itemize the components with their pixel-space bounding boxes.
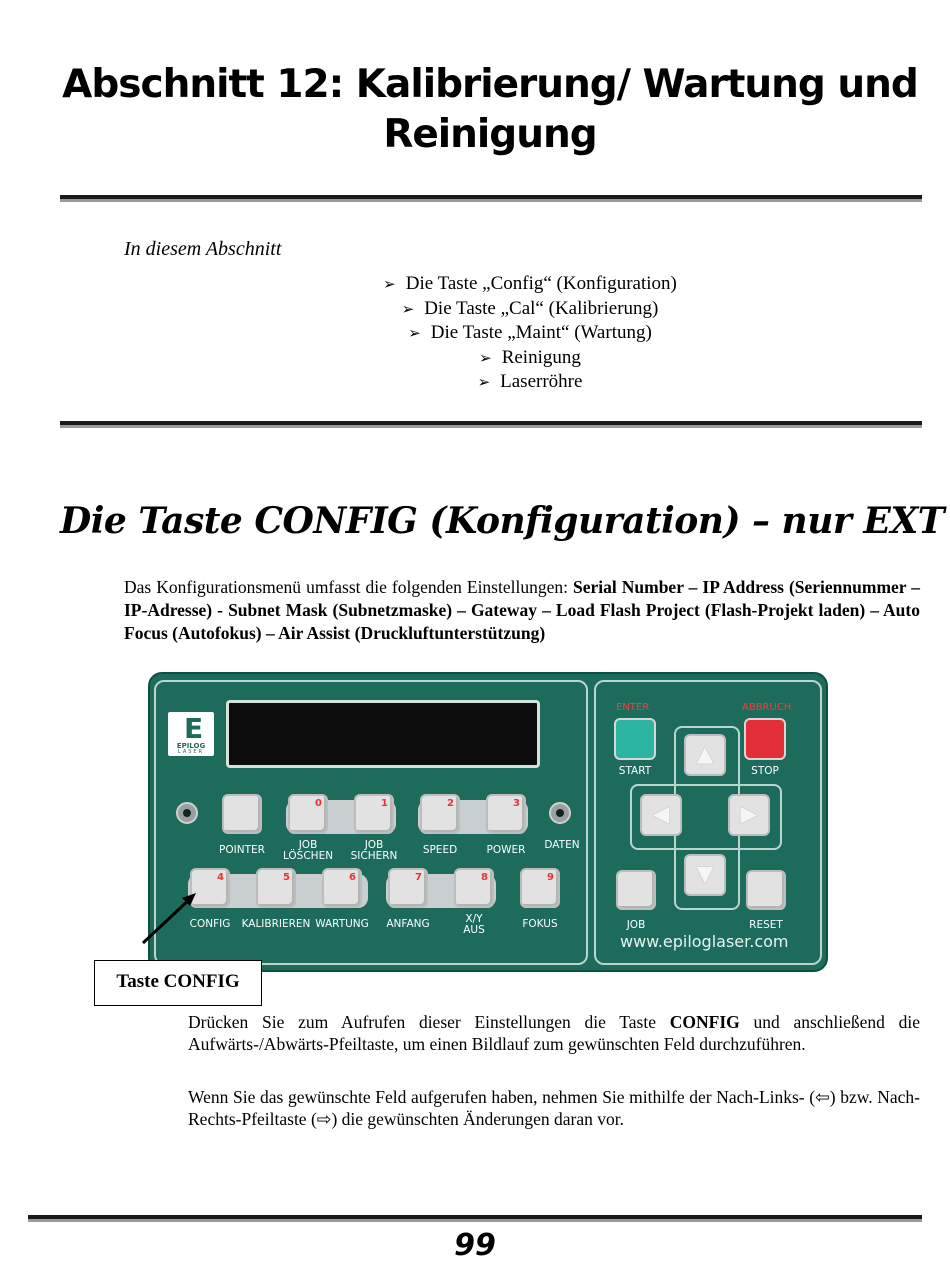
reset-key-label: RESET (749, 919, 783, 931)
job-sichern-key: 1 (354, 794, 394, 834)
abbruch-label: ABBRUCH (742, 702, 792, 713)
job-loeschen-label: JOB LÖSCHEN (282, 839, 334, 862)
arrow-bullet-icon: ➢ (401, 299, 415, 318)
fokus-key: 9 (520, 868, 560, 908)
page-number: 99 (454, 1228, 496, 1263)
arrow-left-icon: ◀ (652, 802, 670, 827)
kalibrieren-key-label: KALIBRIEREN (241, 918, 311, 930)
arrow-up-icon: ▲ (696, 742, 714, 767)
job-loeschen-key: 0 (288, 794, 328, 834)
xy-aus-key-label: X/Y AUS (463, 913, 485, 936)
toc-item: ➢ Reinigung (479, 346, 581, 368)
arrow-bullet-icon: ➢ (383, 275, 396, 293)
job-sichern-label: JOB SICHERN (350, 839, 398, 862)
speed-key: 2 (420, 794, 460, 834)
anfang-key-label: ANFANG (386, 918, 430, 930)
body-paragraph: Drücken Sie zum Aufrufen dieser Einstellungen die Taste CONFIG und anschließend die Aufwärts-/Abwärts-Pfeiltaste, um einen Bildlauf zum gewünschten Feld durchzuführen. (188, 1012, 921, 1054)
enter-label: ENTER (616, 702, 650, 713)
wartung-key: 6 (322, 868, 362, 908)
arrow-bullet-icon: ➢ (408, 324, 421, 342)
toc-item: ➢ Die Taste „Cal“ (Kalibrierung) (401, 297, 659, 319)
config-key: 4 (190, 868, 230, 908)
wartung-key-label: WARTUNG (315, 918, 369, 930)
intro-paragraph: Das Konfigurationsmenü umfasst die folgenden Einstellungen: Serial Number – IP Address (Seriennummer – IP-Adresse) - Subnet Mask (Subnetzmaske) – Gateway – Load Flash Project (Flash-Projekt laden) – Auto Focus (Autofokus) – Air Assist (Druckluftunterstützung) (124, 577, 920, 643)
power-key-label: POWER (486, 844, 526, 856)
config-key-label: CONFIG (189, 918, 231, 930)
toc-item: ➢ Die Taste „Maint“ (Wartung) (408, 322, 652, 343)
arrow-bullet-icon: ➢ (477, 373, 491, 391)
footer-divider (28, 1215, 922, 1222)
config-callout-label: Taste CONFIG (94, 960, 262, 1006)
power-key: 3 (486, 794, 526, 834)
website-url: www.epiloglaser.com (620, 932, 789, 951)
fokus-key-label: FOKUS (522, 918, 558, 930)
arrow-down-icon: ▼ (696, 862, 714, 887)
daten-label: DATEN (544, 839, 580, 851)
epilog-logo: E EPILOG LASER (168, 712, 214, 756)
job-key-label: JOB (626, 919, 646, 931)
toc-item: ➢ Laserröhre (477, 371, 583, 392)
body-paragraph: Wenn Sie das gewünschte Feld aufgerufen haben, nehmen Sie mithilfe der Nach-Links- (⇦) bzw. Nach-Rechts-Pfeiltaste (⇨) die gewünschten Änderungen daran vor. (188, 1087, 920, 1129)
settings-list: Serial Number – IP Address (Seriennummer – IP-Adresse) - Subnet Mask (Subnetzmaske) – Gateway – Load Flash Project (Flash-Projekt laden) – Auto Focus (Autofokus) – Air Assist (Druckluftunterstützung) (124, 577, 920, 643)
page-title-line2: Reinigung (383, 112, 597, 157)
toc-item: ➢ Die Taste „Config“ (Konfiguration) (383, 273, 677, 294)
pointer-key-label: POINTER (219, 844, 265, 856)
toc-heading: In diesem Abschnitt (124, 238, 282, 260)
stop-label: STOP (751, 765, 779, 777)
page-title-line1: Abschnitt 12: Kalibrierung/ Wartung und (62, 62, 918, 107)
start-label: START (618, 765, 652, 777)
arrow-bullet-icon: ➢ (479, 348, 492, 367)
kalibrieren-key: 5 (256, 868, 296, 908)
xy-aus-key: 8 (454, 868, 494, 908)
section-heading: Die Taste CONFIG (Konfiguration) – nur EXT (60, 500, 945, 542)
speed-key-label: SPEED (422, 844, 458, 856)
anfang-key: 7 (388, 868, 428, 908)
arrow-right-icon: ▶ (740, 802, 758, 827)
